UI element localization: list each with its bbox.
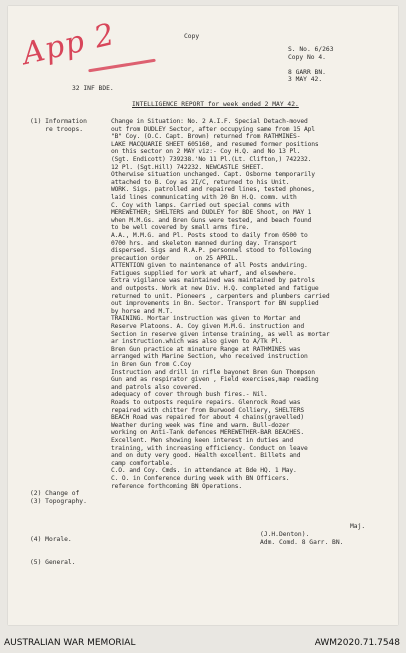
report-line: BEACH Road was repaired for about 4 chains(gravelled) <box>111 414 304 422</box>
report-line: C. O. in Conference during week with BN Officers. <box>111 474 290 482</box>
signature-block <box>260 531 343 546</box>
reference-line: 3 MAY 42. <box>288 76 323 84</box>
report-line: on this sector on 2 MAY viz:- Coy H.Q. and No 13 Pl. <box>111 148 301 156</box>
reference-line: S. No. 6/263 <box>288 46 334 53</box>
report-line: to be well covered by small arms fire. <box>111 224 250 232</box>
section-number: (1) Information re troops. <box>30 118 87 133</box>
report-line: dispersed. Sigs and R.A.P. personnel stood to following <box>111 247 312 255</box>
report-title: INTELLIGENCE REPORT for week ended 2 MAY 42. <box>132 101 299 108</box>
document-page <box>8 6 398 625</box>
report-line: Instruction and drill in rifle bayonet Bren Gun Thompson <box>111 368 315 376</box>
footer-accession: AWM2020.71.7548 <box>314 638 400 648</box>
signature-rank: Maj. <box>350 523 366 530</box>
report-line: when M.M.Gs. and Bren Guns were tested, and beach found <box>111 216 312 224</box>
report-line: Excellent. Men showing keen interest in duties and <box>111 436 294 444</box>
reference-line: 8 GARR BN. <box>288 68 326 76</box>
brigade-label: 32 INF BDE. <box>72 85 114 92</box>
reference-line <box>288 61 334 69</box>
section-number: (3) Topography. <box>30 498 87 505</box>
report-line: Section in reserve given intense training, as well as mortar <box>111 330 330 338</box>
report-line: training, with increasing efficiency. Conduct on leave <box>111 444 308 452</box>
report-body <box>111 118 393 490</box>
reference-line: Copy No 4. <box>288 53 326 61</box>
report-line: arranged with Marine Section, who received instruction <box>111 353 308 361</box>
footer-institution: AUSTRALIAN WAR MEMORIAL <box>4 638 136 648</box>
copy-label: Copy <box>184 33 200 40</box>
report-line: precaution order on 25 APRIL. <box>111 254 239 262</box>
report-line: C.O. and Coy. Cmds. in attendance at Bde HQ. 1 May. <box>111 467 297 475</box>
report-line: "B" Coy. (O.C. Capt. Brown) returned from RATHMINES- <box>111 133 301 141</box>
report-line: out improvements in Bn. Sector. Transport for BN supplied <box>111 300 319 308</box>
report-line: 12 Pl. (Sgt.Hill) 742232. NEWCASTLE SHEET. <box>111 163 264 171</box>
report-line: Reserve Platoons. A. Coy given M.M.G. instruction and <box>111 323 304 331</box>
report-line: Extra vigilance was maintained was maintained by patrols <box>111 277 315 285</box>
report-line: WORK. Sigs. patrolled and repaired lines, tested phones, <box>111 186 315 194</box>
handwritten-underline <box>88 59 156 73</box>
report-line: 0700 hrs. and skeleton manned during day. Transport <box>111 239 297 247</box>
report-line: Fatigues supplied for work at wharf, and elsewhere. <box>111 269 297 277</box>
report-line: by horse and M.T. <box>111 307 173 315</box>
signature-name: (J.H.Denton). <box>260 531 310 538</box>
report-line: ar instruction.which was also given to A/Tk Pl. <box>111 338 283 346</box>
section-number: (4) Morale. <box>30 536 72 543</box>
report-line: in Bren Gun from C.Coy <box>111 361 192 368</box>
report-line: Otherwise situation unchanged. Capt. Osborne temporarily <box>111 171 315 179</box>
report-line: A.A., M.M.G. and Pl. Posts stood to daily from 0500 to <box>111 231 308 239</box>
report-line: Gun and as respirator given , Field exercises,map reading <box>111 376 319 384</box>
report-line: repaired with chitter from Burwood Colliery, SHELTERS <box>111 406 304 414</box>
section-number: (5) General. <box>30 558 76 566</box>
report-line: attached to B. Coy as 2I/C, returned to his Unit. <box>111 178 290 186</box>
report-line: and outposts. Work at new Div. H.Q. completed and fatigue <box>111 285 319 293</box>
signature-role: Adm. Comd. 8 Garr. BN. <box>260 538 344 546</box>
report-line: Change in Situation: No. 2 A.I.F. Special Detach-moved <box>111 118 308 125</box>
report-line: and on duty very good. Health excellent. Billets and <box>111 452 301 460</box>
report-line: TRAINING. Mortar instruction was given to Mortar and <box>111 315 301 323</box>
report-line: C. Coy with lamps. Carried out special comms with <box>111 201 290 209</box>
reference-block <box>288 46 334 84</box>
report-line: (Sgt. Endicott) 739238.'No 11 Pl.(Lt. Clifton,) 742232. <box>111 155 312 163</box>
report-line: reference forthcoming BN Operations. <box>111 482 243 490</box>
report-line: camp comfortable. <box>111 459 173 467</box>
handwritten-annotation: App 2 <box>19 16 119 73</box>
section-number: (2) Change of <box>30 490 80 498</box>
report-line: LAKE MACQUARIE SHEET 605160, and resumed former positions <box>111 140 319 148</box>
report-line: and patrols also covered. <box>111 383 203 391</box>
report-line: MEREWETHER; SHELTERS and DUDLEY for BDE Shoot, on MAY 1 <box>111 209 312 217</box>
report-line: laid lines communicating with 20 Bn H.Q. comm. with <box>111 193 297 201</box>
archive-footer <box>0 634 406 653</box>
report-line: out from DUDLEY Sector, after occupying same from 15 Apl <box>111 125 315 133</box>
report-line: working on Anti-Tank defences MEREWETHER-BAR BEACHES. <box>111 429 304 437</box>
report-line: Roads to outposts require repairs. Glenrock Road was <box>111 398 301 406</box>
report-line: Weather during week was fine and warm. Bull-dozer <box>111 421 290 429</box>
report-line: Bren Gun practice at minature Range at RATHMINES was <box>111 345 301 353</box>
report-line: adequacy of cover through bush fires.- Nil. <box>111 391 268 399</box>
report-line: returned to unit. Pioneers , carpenters and plumbers carried <box>111 292 330 300</box>
report-line: ATTENTION given to maintenance of all Posts andwiring. <box>111 262 308 270</box>
